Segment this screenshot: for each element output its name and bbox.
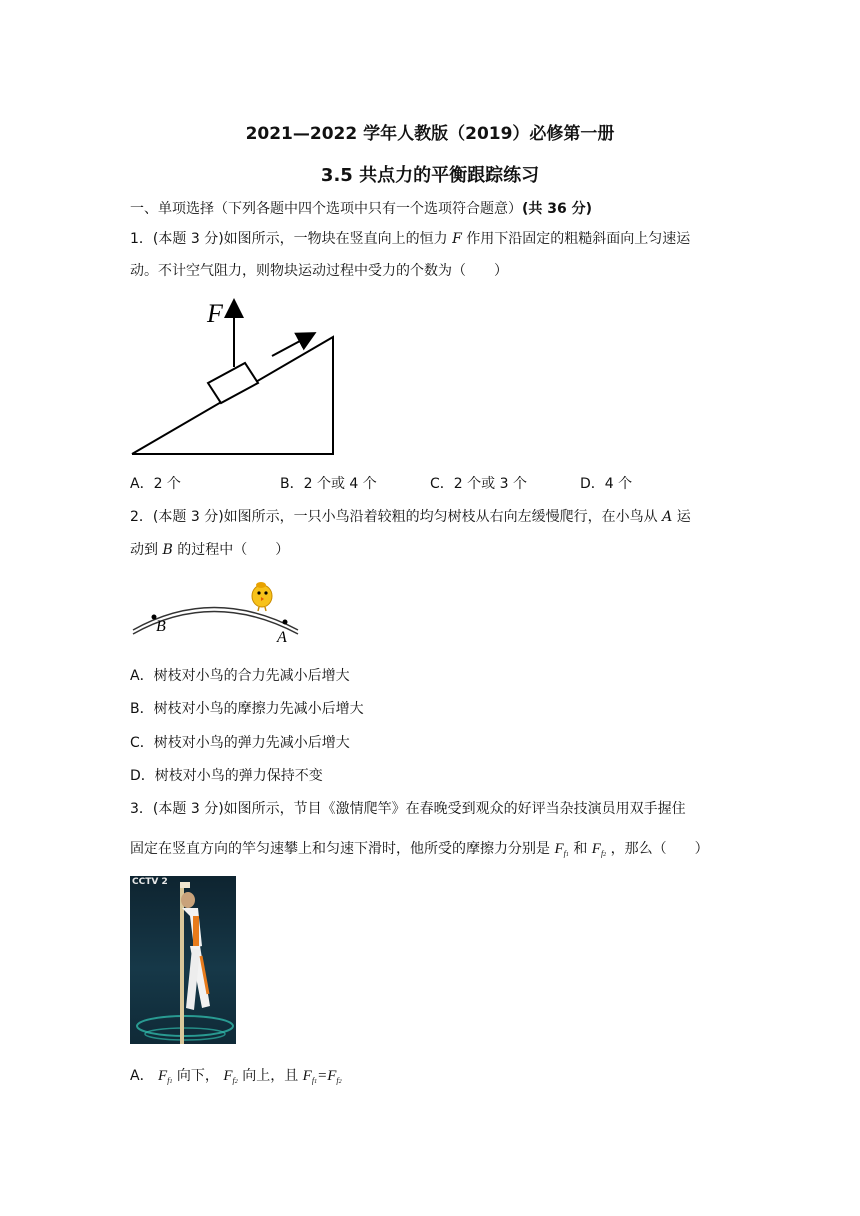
q1-option-c[interactable]	[430, 473, 527, 493]
q3-f1-subsub: 1	[565, 852, 569, 858]
q3-opt-f2	[223, 1068, 237, 1084]
q3-f2-sub: f	[600, 849, 604, 858]
q2-points: (本题 3 分)	[152, 509, 224, 525]
q3-opt-f1-subsub: 1	[169, 1079, 173, 1085]
q2-option-a[interactable]	[130, 665, 350, 685]
q3-option-a-key: A．	[130, 1068, 154, 1084]
point-a	[283, 620, 288, 625]
q3-points: (本题 3 分)	[152, 801, 224, 817]
q3-f2	[592, 841, 606, 857]
q1-option-a-key: A．	[130, 476, 154, 492]
q2-option-c-text: 树枝对小鸟的弹力先减小后增大	[153, 735, 350, 751]
q1-option-b-key: B．	[280, 476, 304, 492]
q1-option-a-text: 2 个	[153, 476, 181, 492]
section-label: 一、单项选择（下列各题中四个选项中只有一个选项符合题意）	[130, 201, 522, 217]
q1-option-b-text: 2 个或 4 个	[303, 476, 377, 492]
q3-eq-f2-subsub: 2	[338, 1079, 342, 1085]
q2-option-b-key: B．	[130, 701, 154, 717]
q2-option-c[interactable]	[130, 732, 350, 752]
q3-acrobat-photo	[130, 876, 236, 1044]
document-title: 2021—2022 学年人教版（2019）必修第一册	[245, 124, 615, 144]
section-points: (共 36 分)	[522, 201, 593, 217]
q3-stem-line2	[130, 838, 709, 858]
q2-var-b: B	[162, 542, 173, 558]
q2-option-d[interactable]	[130, 765, 323, 785]
section-header	[130, 198, 592, 218]
q2-option-d-text: 树枝对小鸟的弹力保持不变	[154, 768, 323, 784]
q1-option-b[interactable]	[280, 473, 377, 493]
acrobat-image	[130, 876, 236, 1044]
q1-stem-line2: 动。不计空气阻力，则物块运动过程中受力的个数为（ ）	[130, 263, 508, 279]
q3-opt-f1	[158, 1068, 172, 1084]
q2-option-c-key: C．	[130, 735, 154, 751]
q2-branch-figure	[128, 575, 308, 647]
q3-opt-f1-sub: f	[167, 1076, 170, 1085]
q3-eq-f1-sub: f	[311, 1076, 315, 1085]
q2-stem-line2	[130, 539, 289, 559]
q1-number: 1．	[130, 231, 153, 247]
q3-f1-sub: f	[563, 849, 566, 858]
q3-text: 如图所示，节目《激情爬竿》在春晚受到观众的好评当杂技演员用双手握住	[223, 801, 686, 817]
q2-option-a-text: 树枝对小鸟的合力先减小后增大	[153, 668, 350, 684]
photo-channel-logo: CCTV 2	[132, 877, 168, 887]
q3-eq-sign: =	[317, 1068, 328, 1084]
q3-eq-f2-sub: f	[336, 1076, 339, 1085]
q3-eq-f1-subsub: 1	[314, 1079, 318, 1085]
q1-option-d[interactable]	[580, 473, 632, 493]
q2-text-line2-cont: 的过程中（ ）	[177, 542, 290, 558]
q3-opt-eq	[303, 1068, 342, 1084]
q3-eq-f1: F	[302, 1068, 312, 1084]
q3-option-a-down: 向下，	[176, 1068, 219, 1084]
q3-f1	[554, 841, 568, 857]
q3-f1-letter: F	[554, 841, 564, 857]
q2-text-line2: 动到	[130, 542, 158, 558]
q1-option-c-text: 2 个或 3 个	[453, 476, 527, 492]
q3-opt-f2-sub: f	[232, 1076, 235, 1085]
q2-text: 如图所示，一只小鸟沿着较粗的均匀树枝从右向左缓慢爬行，在小鸟从	[223, 509, 658, 525]
bird-icon	[252, 582, 272, 611]
q2-option-d-key: D．	[130, 768, 155, 784]
q2-stem-line1	[130, 506, 691, 526]
q2-number: 2．	[130, 509, 153, 525]
q1-option-c-key: C．	[430, 476, 454, 492]
q1-text: 如图所示，一物块在竖直向上的恒力	[223, 231, 448, 247]
q3-number: 3．	[130, 801, 153, 817]
q1-points: (本题 3 分)	[152, 231, 224, 247]
q3-opt-f2-letter: F	[223, 1068, 233, 1084]
q2-var-a: A	[662, 509, 673, 525]
q3-opt-f2-subsub: 2	[234, 1079, 238, 1085]
q1-stem-line1	[130, 228, 690, 248]
q1-incline-figure	[125, 290, 345, 462]
q1-option-a[interactable]	[130, 473, 181, 493]
q2-option-b[interactable]	[130, 698, 364, 718]
q3-stem-line1	[130, 798, 686, 818]
q3-text-line2: 固定在竖直方向的竿匀速攀上和匀速下滑时，他所受的摩擦力分别是	[130, 841, 550, 857]
label-a: A	[277, 629, 287, 646]
q1-option-d-key: D．	[580, 476, 605, 492]
q2-text-cont: 运	[676, 509, 691, 525]
q3-eq-f2: F	[327, 1068, 337, 1084]
label-b: B	[156, 618, 166, 635]
force-label: F	[207, 299, 223, 328]
q3-opt-f1-letter: F	[158, 1068, 168, 1084]
q3-f2-letter: F	[591, 841, 601, 857]
q2-option-b-text: 树枝对小鸟的摩擦力先减小后增大	[153, 701, 364, 717]
block	[208, 363, 258, 403]
q3-option-a-up: 向上，且	[242, 1068, 299, 1084]
q1-option-d-text: 4 个	[604, 476, 633, 492]
document-subtitle: 3.5 共点力的平衡跟踪练习	[320, 165, 540, 186]
q3-and: 和	[573, 841, 588, 857]
q1-text-cont: 作用下沿固定的粗糙斜面向上匀速运	[466, 231, 691, 247]
q1-var-f: F	[452, 231, 462, 247]
q3-text-line2-cont: ，那么（ ）	[610, 841, 709, 857]
q2-option-a-key: A．	[130, 668, 154, 684]
q3-f2-subsub: 2	[603, 852, 607, 858]
q3-option-a[interactable]	[130, 1065, 342, 1085]
